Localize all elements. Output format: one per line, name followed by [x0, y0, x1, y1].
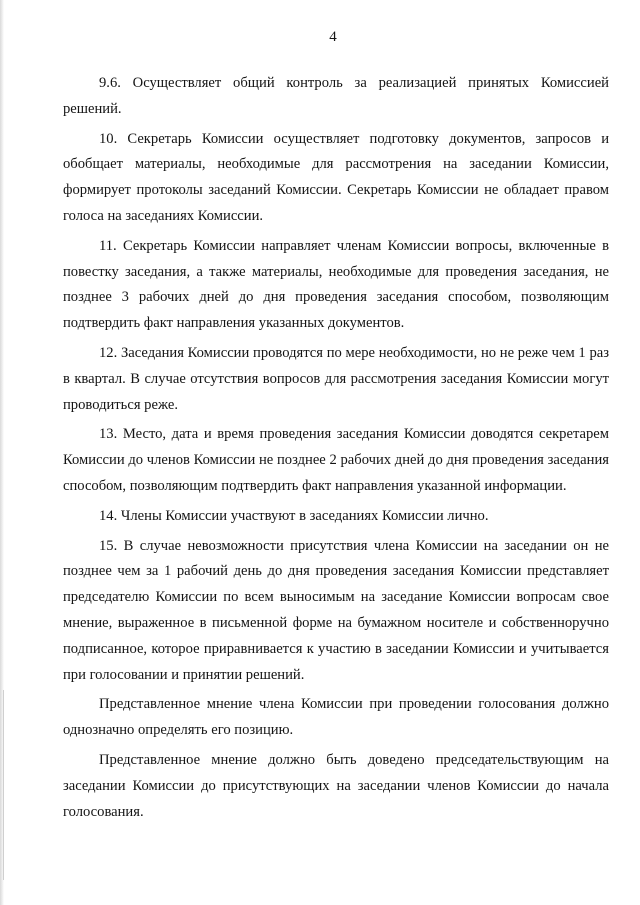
paragraph-9-6: 9.6. Осуществляет общий контроль за реализацией принятых Комиссией решений.: [63, 75, 609, 117]
paragraph-opinion-position: Представленное мнение члена Комиссии при проведении голосования должно однозначно определять его позицию.: [63, 696, 609, 739]
paragraph-12: 12. Заседания Комиссии проводятся по мере необходимости, но не реже чем 1 раз в квартал. В случае отсутствия вопросов для рассмотрения заседания Комиссии могут проводиться реже.: [63, 344, 609, 413]
paragraph-10: 10. Секретарь Комиссии осуществляет подготовку документов, запросов и обобщает материалы, необходимые для рассмотрения на заседании Комиссии, формирует протоколы заседаний Комиссии. Секретарь Комиссии не обладает правом голоса на заседаниях Комиссии.: [63, 130, 609, 224]
paragraph-15: 15. В случае невозможности присутствия члена Комиссии на заседании он не позднее чем за 1 рабочий день до дня проведения заседания Комиссии представляет председателю Комиссии по всем выносимым на заседание Комиссии вопросам свое мнение, выраженное в письменной форме на бумажном носителе и собственноручно подписанное, которое приравнивается к участию в заседании Комиссии и учитывается при голосовании и принятии решений.: [63, 537, 609, 683]
paragraph-14: 14. Члены Комиссии участвуют в заседаниях Комиссии лично.: [99, 507, 489, 524]
scan-edge-line: [3, 690, 4, 880]
document-body: [63, 71, 609, 829]
paragraph-opinion-announcement: Представленное мнение должно быть доведено председательствующим на заседании Комиссии до присутствующих на заседании членов Комиссии до начала голосования.: [63, 751, 609, 820]
page-number: 4: [329, 29, 337, 45]
paragraph-13: 13. Место, дата и время проведения заседания Комиссии доводятся секретарем Комиссии до членов Комиссии не позднее 2 рабочих дней до дня проведения заседания способом, позволяющим подтвердить факт направления указанной информации.: [63, 426, 609, 494]
paragraph-11: 11. Секретарь Комиссии направляет членам Комиссии вопросы, включенные в повестку заседания, а также материалы, необходимые для проведения заседания, не позднее 3 рабочих дней до дня проведения заседания способом, позволяющим подтвердить факт направления указанных документов.: [63, 237, 609, 332]
